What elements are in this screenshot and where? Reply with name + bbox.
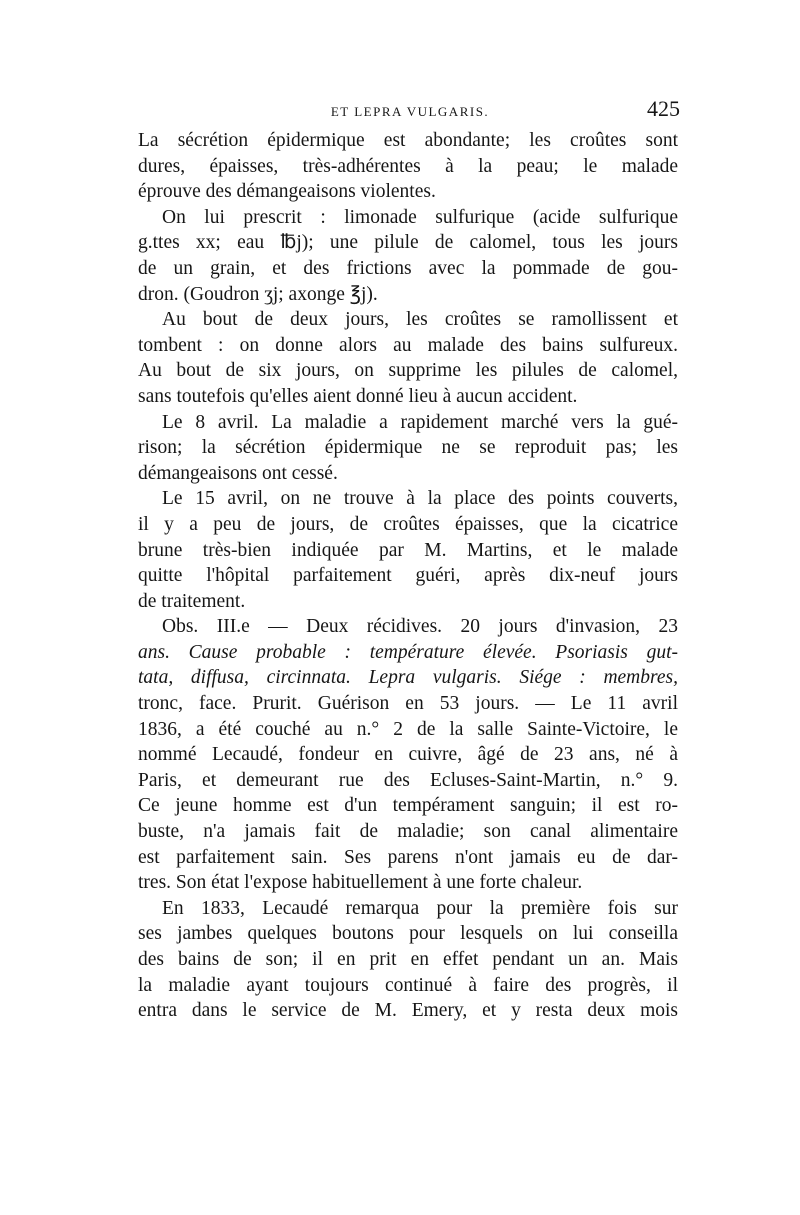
body-text	[138, 128, 678, 1024]
text-line: sans toutefois qu'elles aient donné lieu à aucun accident.	[138, 385, 578, 407]
text-line: En 1833, Lecaudé remarqua pour la première fois sur	[162, 897, 678, 919]
text-line: Au bout de six jours, on supprime les pilules de calomel,	[138, 360, 678, 382]
text-line: 1836, a été couché au n.° 2 de la salle Sainte-Victoire, le	[138, 718, 678, 740]
text-line: Ce jeune homme est d'un tempérament sanguin; il est ro-	[138, 795, 678, 817]
text-line: entra dans le service de M. Emery, et y resta deux mois	[138, 1000, 678, 1022]
text-line: brune très-bien indiquée par M. Martins, et le malade	[138, 539, 678, 561]
text-line: ses jambes quelques boutons pour lesquels on lui conseilla	[138, 923, 678, 945]
text-line: éprouve des démangeaisons violentes.	[138, 181, 436, 203]
text-line: de traitement.	[138, 590, 246, 612]
text-line: est parfaitement sain. Ses parens n'ont jamais eu de dar-	[138, 846, 678, 868]
page-number: 425	[647, 96, 680, 121]
text-line: On lui prescrit : limonade sulfurique (acide sulfurique	[162, 206, 678, 228]
text-line: Obs. III.e — Deux récidives. 20 jours d'invasion, 23	[162, 616, 678, 638]
text-line: tronc, face. Prurit. Guérison en 53 jours. — Le 11 avril	[138, 693, 678, 715]
text-line: ans. Cause probable : température élevée. Psoriasis gut-	[138, 641, 678, 663]
text-line: de un grain, et des frictions avec la pommade de gou-	[138, 257, 678, 279]
running-title: ET LEPRA VULGARIS.	[330, 104, 490, 119]
text-line: nommé Lecaudé, fondeur en cuivre, âgé de 23 ans, né à	[138, 744, 678, 766]
text-line: rison; la sécrétion épidermique ne se reproduit pas; les	[138, 437, 678, 459]
text-line: démangeaisons ont cessé.	[138, 462, 338, 484]
text-line: des bains de son; il en prit en effet pendant un an. Mais	[138, 949, 678, 970]
text-line: il y a peu de jours, de croûtes épaisses, que la cicatrice	[138, 513, 678, 535]
text-line: Le 15 avril, on ne trouve à la place des points couverts,	[162, 488, 678, 510]
text-line: quitte l'hôpital parfaitement guéri, après dix-neuf jours	[138, 565, 678, 587]
running-head	[140, 96, 680, 126]
text-line: tata, diffusa, circinnata. Lepra vulgaris. Siége : membres,	[138, 667, 678, 689]
text-line: Au bout de deux jours, les croûtes se ramollissent et	[162, 309, 678, 331]
text-line: g.ttes xx; eau ℔j); une pilule de calomel, tous les jours	[138, 232, 678, 254]
text-line: La sécrétion épidermique est abondante; les croûtes sont	[138, 130, 678, 151]
text-line: buste, n'a jamais fait de maladie; son canal alimentaire	[138, 821, 678, 843]
text-line: Le 8 avril. La maladie a rapidement marché vers la gué-	[162, 411, 678, 433]
text-line: tres. Son état l'expose habituellement à une forte chaleur.	[138, 872, 583, 894]
text-line: dron. (Goudron ʒj; axonge ℥j).	[138, 283, 378, 305]
text-line: la maladie ayant toujours continué à faire des progrès, il	[138, 974, 678, 996]
text-line: tombent : on donne alors au malade des bains sulfureux.	[138, 334, 678, 356]
text-line: Paris, et demeurant rue des Ecluses-Saint-Martin, n.° 9.	[138, 769, 678, 791]
text-line: dures, épaisses, très-adhérentes à la peau; le malade	[138, 155, 678, 177]
